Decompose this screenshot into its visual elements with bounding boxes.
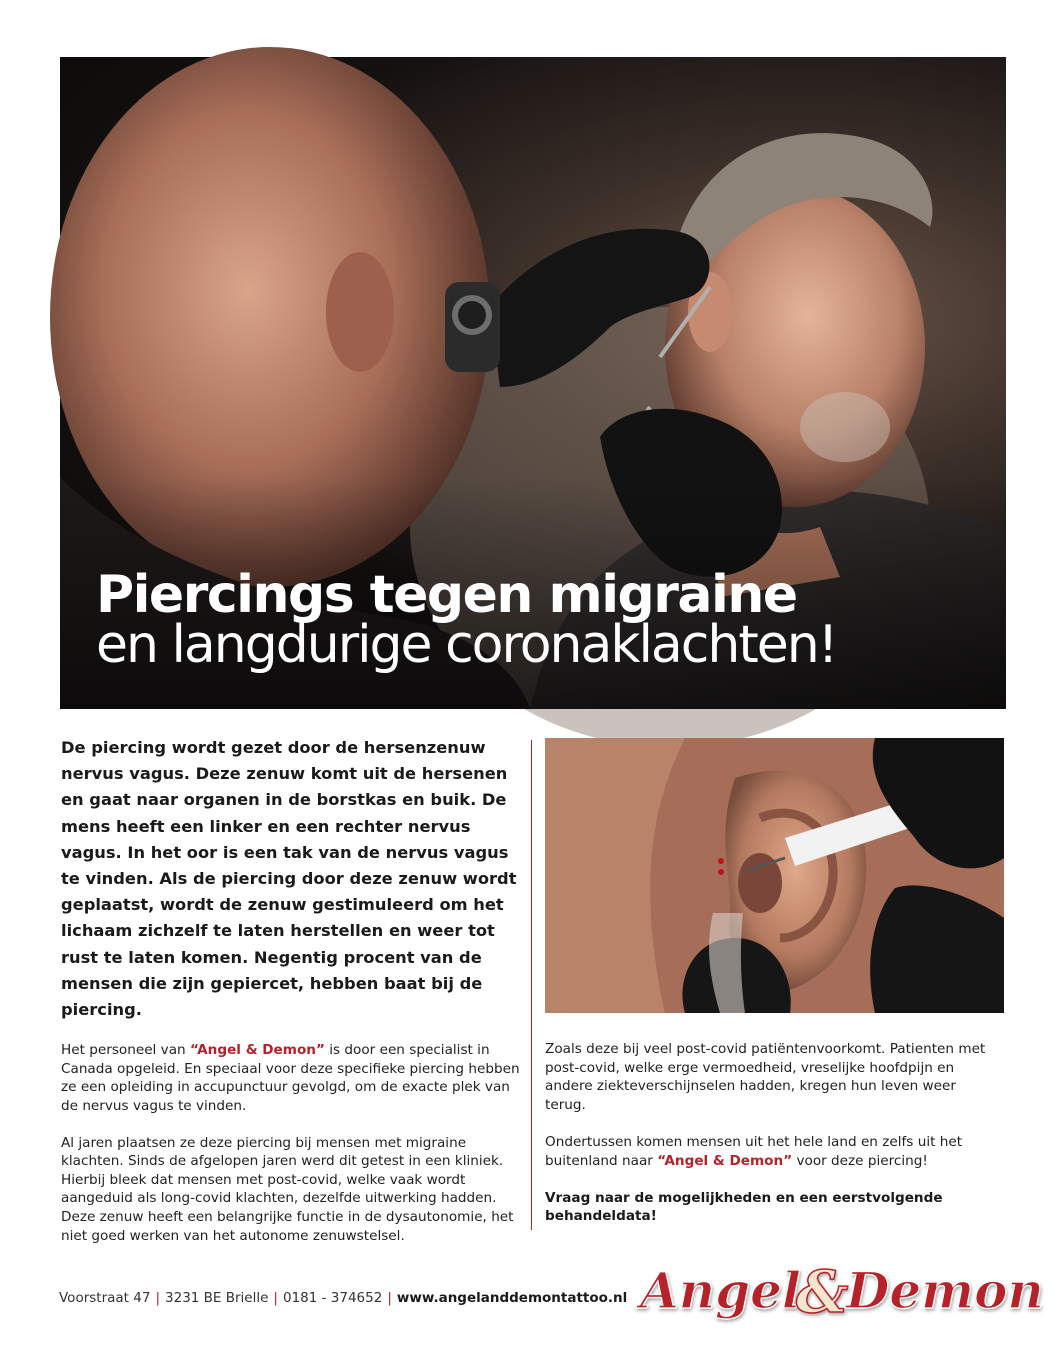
paragraph-visitors-before: Ondertussen komen mensen uit het hele land en zelfs uit het buitenland naar bbox=[545, 1134, 963, 1169]
intro-paragraph: De piercing wordt gezet door de hersenzenuw nervus vagus. Deze zenuw komt uit de hersenen en gaat naar organen in de borstkas en buik. De mens heeft een linker en een rechter nervus vagus. In het oor is een tak van de nervus vagus te vinden. Als de piercing door deze zenuw wordt geplaatst, wordt de zenuw gestimuleerd om het lichaam zichzelf te laten herstellen en weer tot rust te laten komen. Negentig procent van de mensen die zijn gepiercet, hebben baat bij de piercing. bbox=[61, 738, 517, 1020]
angel-demon-logo bbox=[632, 1252, 1044, 1332]
headline bbox=[96, 565, 837, 675]
footer-city: 3231 BE Brielle bbox=[165, 1290, 269, 1306]
brand-name: “Angel & Demon” bbox=[189, 1042, 325, 1059]
paragraph-visitors-after: voor deze piercing! bbox=[792, 1152, 928, 1169]
left-column bbox=[61, 735, 531, 1245]
logo-ampersand: & bbox=[796, 1258, 849, 1326]
footer-phone[interactable]: 0181 - 374652 bbox=[282, 1290, 383, 1306]
column-divider bbox=[531, 740, 532, 1230]
footer-contact bbox=[59, 1290, 627, 1306]
ear-photo-illustration bbox=[545, 738, 1004, 1013]
right-column bbox=[545, 1040, 1000, 1226]
call-to-action: Vraag naar de mogelijkheden en een eerstvolgende behandeldata! bbox=[545, 1189, 943, 1225]
paragraph-training-after: is door een specialist in Canada opgeleid. En speciaal voor deze specifieke piercing hebben ze een opleiding in accupunctuur gevolgd, om de exacte plek van de nervus vagus te vinden. bbox=[61, 1042, 520, 1115]
brand-name-2: “Angel & Demon” bbox=[657, 1152, 793, 1169]
logo-word-angel: Angel bbox=[640, 1261, 801, 1320]
paragraph-migraine: Al jaren plaatsen ze deze piercing bij mensen met migraine klachten. Sinds de afgelopen jaren werd dit getest in een kliniek. Hierbij bleek dat mensen met post-covid, welke vaak wordt aangeduid als long-covid klachten, dezelfde uitwerking hadden. Deze zenuw heeft een belangrijke functie in de dysautonomie, het niet goed werken van het autonome zenuwstelsel. bbox=[61, 1134, 514, 1244]
footer-website-link[interactable]: www.angelanddemontattoo.nl bbox=[396, 1290, 628, 1306]
footer-separator: | bbox=[155, 1290, 161, 1306]
paragraph-training bbox=[61, 1041, 531, 1115]
headline-line2: en langdurige coronaklachten! bbox=[96, 615, 837, 675]
footer-separator: | bbox=[387, 1290, 392, 1306]
paragraph-postcovid: Zoals deze bij veel post-covid patiëntenvoorkomt. Patienten met post-covid, welke erge vermoedheid, vreselijke hoofdpijn en andere ziekteverschijnselen hadden, kregen hun leven weer terug. bbox=[545, 1041, 986, 1113]
hero-photo bbox=[60, 57, 1006, 709]
logo-wordmark bbox=[632, 1252, 1044, 1332]
logo-word-demon: Demon bbox=[846, 1261, 1044, 1320]
ear-photo bbox=[545, 738, 1004, 1013]
headline-line1: Piercings tegen migraine bbox=[96, 565, 797, 625]
footer-address: Voorstraat 47 bbox=[59, 1290, 151, 1306]
paragraph-training-before: Het personeel van bbox=[61, 1042, 190, 1059]
paragraph-visitors bbox=[545, 1133, 1000, 1170]
footer-separator: | bbox=[273, 1290, 278, 1306]
